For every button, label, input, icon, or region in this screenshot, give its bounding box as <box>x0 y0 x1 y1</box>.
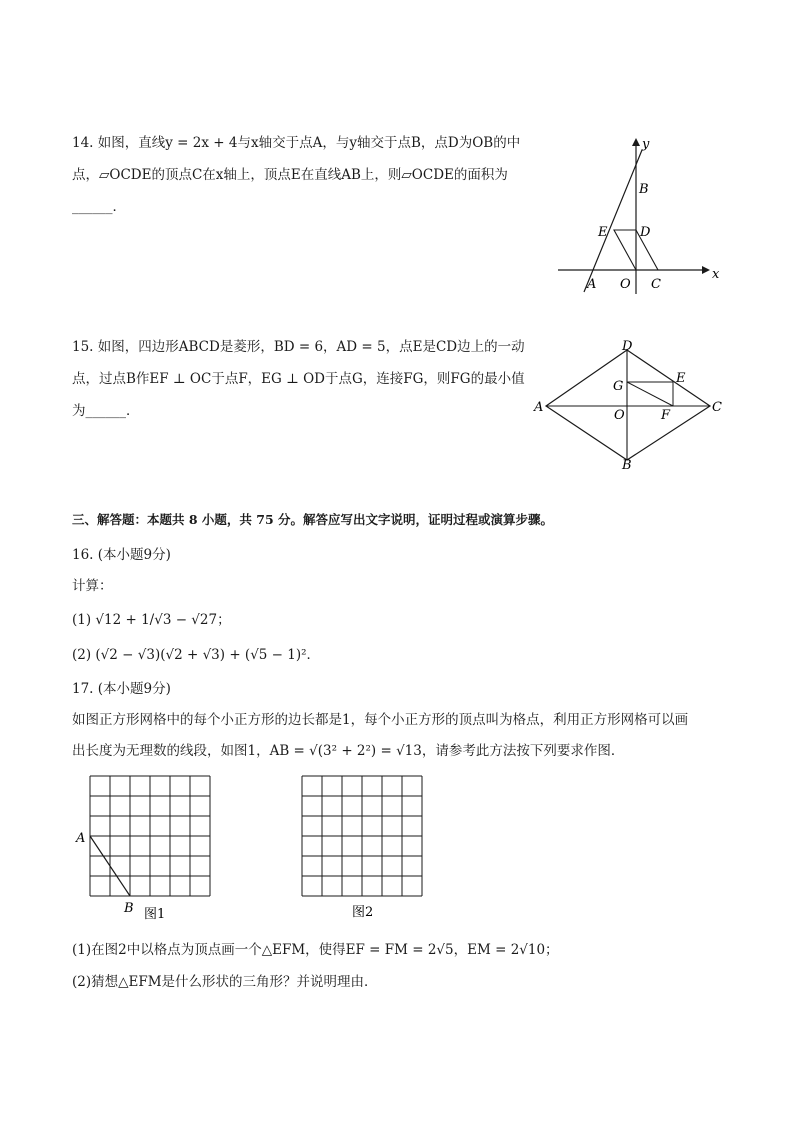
section3-header: 三、解答题：本题共 8 小题，共 75 分。解答应写出文字说明，证明过程或演算步骤。 <box>72 512 554 527</box>
q14-line3: ______． <box>72 199 126 215</box>
q14-label-B: B <box>639 182 649 197</box>
q15-line2: 点，过点B作EF ⊥ OC于点F，EG ⊥ OD于点G，连接FG，则FG的最小值 <box>72 371 525 387</box>
q17-fig2-label: 图2 <box>352 905 374 920</box>
q17-part1: (1)在图2中以格点为顶点画一个△EFM，使得EF = FM = 2√5，EM = 2√10； <box>72 942 559 958</box>
q14-line1: 14. 如图，直线y = 2x + 4与x轴交于点A，与y轴交于点B，点D为OB的中 <box>72 135 521 151</box>
q14-label-y: y <box>642 137 650 152</box>
q14-label-x: x <box>712 267 720 282</box>
q17-part2: (2)猜想△EFM是什么形状的三角形？并说明理由． <box>72 974 378 990</box>
q16-title: 16. (本小题9分) <box>72 547 171 563</box>
q15-label-E: E <box>676 371 686 386</box>
q15-label-C: C <box>712 400 722 415</box>
q17-fig1-point-a: A <box>76 831 86 846</box>
q15-line3: 为______． <box>72 403 140 419</box>
q17-figure1 <box>72 772 222 922</box>
q16-part2: (2) (√2 − √3)(√2 + √3) + (√5 − 1)²． <box>72 647 321 663</box>
q14-figure <box>550 132 730 297</box>
q17-fig1-point-b: B <box>124 901 134 916</box>
q15-figure <box>530 338 730 473</box>
q15-label-F: F <box>661 408 671 423</box>
q17-para2: 出长度为无理数的线段，如图1，AB = √(3² + 2²) = √13，请参考此方法按下列要求作图． <box>72 743 625 759</box>
q14-label-D: D <box>640 225 651 240</box>
q14-label-C: C <box>651 277 661 292</box>
q17-para1: 如图正方形网格中的每个小正方形的边长都是1，每个小正方形的顶点叫为格点，利用正方形网格可以画 <box>72 712 689 728</box>
q15-label-B: B <box>622 458 632 473</box>
q15-label-G: G <box>613 379 624 394</box>
q14-line2: 点，▱OCDE的顶点C在x轴上，顶点E在直线AB上，则▱OCDE的面积为 <box>72 167 508 183</box>
q15-label-O: O <box>614 408 625 423</box>
q17-fig1-label: 图1 <box>144 907 166 922</box>
q16-part1: (1) √12 + 1/√3 − √27； <box>72 612 231 628</box>
q14-label-A: A <box>587 277 597 292</box>
q16-intro: 计算： <box>72 578 113 594</box>
q15-label-A: A <box>534 400 544 415</box>
q14-label-O: O <box>620 277 631 292</box>
q15-label-D: D <box>622 339 633 354</box>
q17-figure2 <box>282 772 432 922</box>
q15-line1: 15. 如图，四边形ABCD是菱形，BD = 6，AD = 5，点E是CD边上的一动 <box>72 339 525 355</box>
q14-label-E: E <box>598 225 608 240</box>
q17-title: 17. (本小题9分) <box>72 681 171 697</box>
